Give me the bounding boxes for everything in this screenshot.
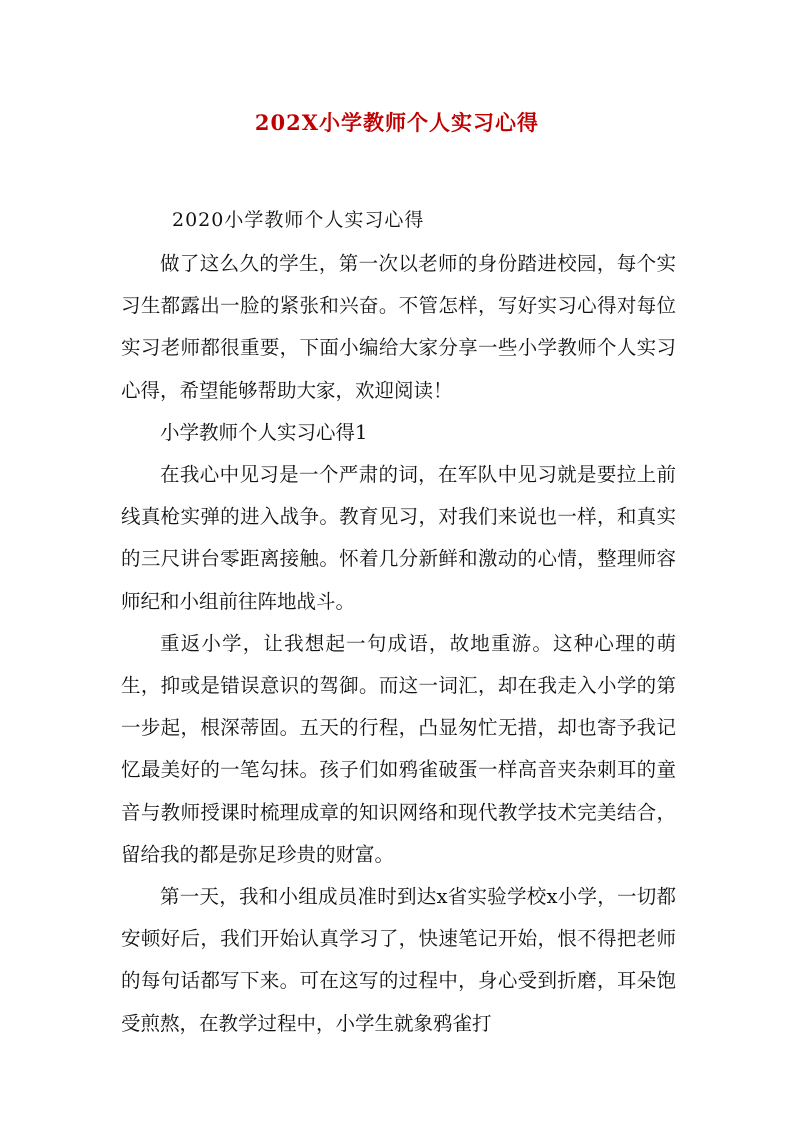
document-title: 202X小学教师个人实习心得 bbox=[254, 110, 540, 135]
paragraph-intro: 做了这么久的学生，第一次以老师的身份踏进校园，每个实习生都露出一脸的紧张和兴奋。不管怎样，写好实习心得对每位实习老师都很重要，下面小编给大家分享一些小学教师个人实习心得，希望能够帮助大家，欢迎阅读！ bbox=[121, 252, 676, 402]
paragraph: 重返小学，让我想起一句成语，故地重游。这种心理的萌生，抑或是错误意识的驾御。而这一词汇，却在我走入小学的第一步起，根深蒂固。五天的行程，凸显匆忙无措，却也寄予我记忆最美好的一笔勾抹。孩子们如鸦雀破蛋一样高音夹杂刺耳的童音与教师授课时梳理成章的知识网络和现代教学技术完美结合，留给我的都是弥足珍贵的财富。 bbox=[121, 631, 676, 866]
paragraph: 第一天，我和小组成员准时到达x省实验学校x小学，一切都安顿好后，我们开始认真学习了，快速笔记开始，恨不得把老师的每句话都写下来。可在这写的过程中，身心受到折磨，耳朵饱受煎熬，在教学过程中，小学生就象鸦雀打 bbox=[121, 885, 676, 1035]
document-body bbox=[121, 243, 676, 1045]
section-heading-1: 小学教师个人实习心得1 bbox=[160, 420, 368, 444]
document-subtitle: 2020小学教师个人实习心得 bbox=[172, 209, 425, 231]
paragraph: 在我心中见习是一个严肃的词，在军队中见习就是要拉上前线真枪实弹的进入战争。教育见习，对我们来说也一样，和真实的三尺讲台零距离接触。怀着几分新鲜和激动的心情，整理师容师纪和小组前往阵地战斗。 bbox=[121, 463, 676, 613]
